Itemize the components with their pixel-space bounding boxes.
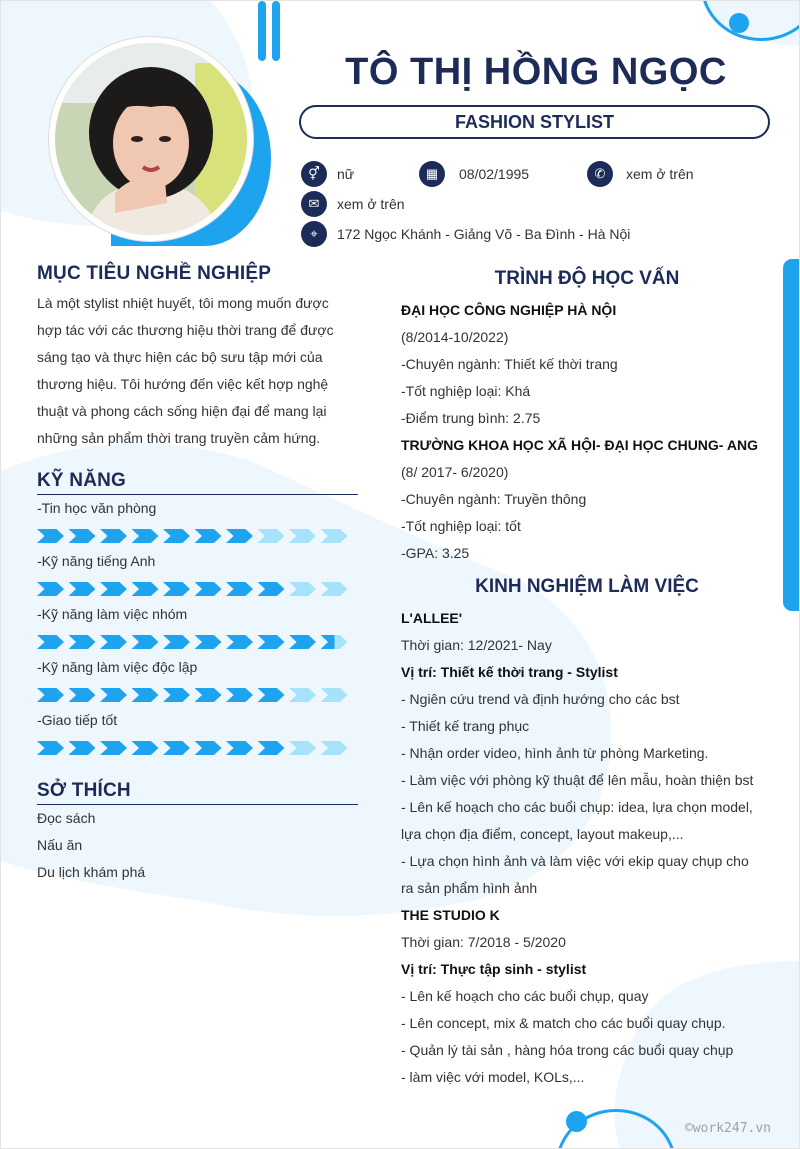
skill-chevron	[289, 582, 316, 596]
education-heading: TRÌNH ĐỘ HỌC VẤN	[494, 268, 680, 289]
hobby-item: Du lịch khám phá	[37, 864, 146, 880]
hobby-item: Nấu ăn	[37, 837, 83, 853]
experience-line: - Lên kế hoạch cho các buổi chụp, quay	[401, 988, 649, 1004]
skill-chevron	[163, 688, 190, 702]
objective-line: thuật và phong cách sống hiện đại để mang lại	[37, 403, 327, 419]
skills-divider	[37, 494, 358, 495]
objective-text	[37, 290, 359, 452]
experience-heading: KINH NGHIỆM LÀM VIỆC	[475, 576, 699, 597]
education-line: -Chuyên ngành: Truyền thông	[401, 491, 587, 507]
skill-chevron	[132, 582, 159, 596]
decor-dot-top	[729, 13, 749, 33]
skill-chevron	[258, 582, 285, 596]
skill-chevron	[321, 741, 348, 755]
hobbies-divider	[37, 804, 358, 805]
skill-chevron	[100, 529, 127, 543]
skills-heading: KỸ NĂNG	[37, 470, 127, 491]
skill-chevron	[321, 688, 348, 702]
skill-chevron	[258, 529, 285, 543]
skill-chevron	[321, 529, 348, 543]
education-line: TRƯỜNG KHOA HỌC XÃ HỘI- ĐẠI HỌC CHUNG- ANG	[401, 437, 758, 453]
experience-line: - Thiết kế trang phục	[401, 718, 530, 734]
hobbies-heading: SỞ THÍCH	[37, 780, 131, 801]
decor-bar-1	[258, 1, 266, 61]
address-value: 172 Ngọc Khánh - Giảng Võ - Ba Đình - Hà Nội	[337, 226, 631, 242]
education-line: (8/2014-10/2022)	[401, 329, 509, 345]
skill-label: -Kỹ năng tiếng Anh	[37, 553, 156, 569]
experience-line: - Lựa chọn hình ảnh và làm việc với ekip quay chụp cho	[401, 853, 749, 869]
skill-chevron	[37, 529, 64, 543]
experience-line: - Lên kế hoạch cho các buổi chụp: idea, lựa chọn model,	[401, 799, 753, 815]
info-gender	[301, 161, 354, 187]
experience-line: ra sản phẩm hình ảnh	[401, 880, 538, 896]
skill-chevron	[163, 529, 190, 543]
skill-bar	[37, 635, 352, 651]
experience-line: - Làm việc với phòng kỹ thuật để lên mẫu, hoàn thiện bst	[401, 772, 754, 788]
experience-line: L'ALLEE'	[401, 610, 463, 626]
phone-icon: ✆	[587, 161, 613, 187]
location-pin-icon: ⌖	[301, 221, 327, 247]
gender-icon: ⚥	[301, 161, 327, 187]
objective-line: thương hiệu. Tôi hướng đến việc kết hợp nghệ	[37, 376, 329, 392]
skill-chevron	[226, 635, 253, 649]
skill-chevron	[289, 635, 316, 649]
skill-bar	[37, 688, 352, 704]
avatar	[49, 37, 253, 241]
experience-line: Thời gian: 12/2021- Nay	[401, 637, 552, 653]
skill-chevron	[37, 582, 64, 596]
email-value: xem ở trên	[337, 196, 405, 212]
education-line: -Tốt nghiệp loại: Khá	[401, 383, 531, 399]
skill-chevron	[69, 741, 96, 755]
mail-icon: ✉	[301, 191, 327, 217]
skill-chevron	[195, 529, 222, 543]
education-line: -Chuyên ngành: Thiết kế thời trang	[401, 356, 618, 372]
skill-label: -Kỹ năng làm việc độc lập	[37, 659, 198, 675]
skill-chevron	[321, 582, 348, 596]
skill-chevron	[195, 635, 222, 649]
skill-chevron	[69, 688, 96, 702]
skill-chevron	[37, 688, 64, 702]
avatar-wrap	[49, 37, 257, 245]
experience-line: Vị trí: Thiết kế thời trang - Stylist	[401, 664, 618, 680]
education-line: ĐẠI HỌC CÔNG NGHIỆP HÀ NỘI	[401, 302, 617, 318]
skill-chevron	[289, 741, 316, 755]
experience-line: - Ngiên cứu trend và định hướng cho các bst	[401, 691, 680, 707]
skill-chevron	[289, 529, 316, 543]
skill-label: -Kỹ năng làm việc nhóm	[37, 606, 188, 622]
skill-bar	[37, 741, 352, 757]
skill-label: -Tin học văn phòng	[37, 500, 157, 516]
skill-chevron	[163, 635, 190, 649]
skill-chevron	[289, 688, 316, 702]
experience-line: - Lên concept, mix & match cho các buổi quay chụp.	[401, 1015, 726, 1031]
objective-line: sáng tạo và thực hiện các bộ sưu tập mới của	[37, 349, 323, 365]
education-line: -Tốt nghiệp loại: tốt	[401, 518, 521, 534]
gender-value: nữ	[337, 166, 355, 182]
skill-chevron	[226, 582, 253, 596]
skill-chevron	[132, 529, 159, 543]
decor-side-bar	[783, 259, 800, 611]
skill-chevron	[132, 741, 159, 755]
skill-bar	[37, 529, 352, 545]
skill-label: -Giao tiếp tốt	[37, 712, 118, 728]
info-address	[301, 221, 630, 247]
education-line: (8/ 2017- 6/2020)	[401, 464, 509, 480]
skill-chevron	[100, 688, 127, 702]
skill-chevron	[100, 582, 127, 596]
experience-line: Vị trí: Thực tập sinh - stylist	[401, 961, 587, 977]
skill-chevron	[226, 741, 253, 755]
experience-line: THE STUDIO K	[401, 907, 500, 923]
avatar-photo	[55, 43, 247, 235]
skill-chevron	[195, 688, 222, 702]
info-birthday	[419, 161, 529, 187]
phone-value: xem ở trên	[626, 166, 694, 182]
skill-chevron	[258, 688, 285, 702]
decor-dot-bottom	[566, 1111, 587, 1132]
skill-bar	[37, 582, 352, 598]
experience-line: - Quản lý tài sản , hàng hóa trong các buổi quay chụp	[401, 1042, 734, 1058]
objective-line: hợp tác với các thương hiệu thời trang để được	[37, 322, 334, 338]
objective-line: những sản phẩm thời trang truyền cảm hứng.	[37, 430, 321, 446]
info-email	[301, 191, 405, 217]
watermark: ©work247.vn	[684, 1121, 771, 1136]
birthday-value: 08/02/1995	[459, 166, 530, 182]
experience-line: - Nhận order video, hình ảnh từ phòng Marketing.	[401, 745, 709, 761]
skill-chevron	[195, 741, 222, 755]
skill-chevron	[100, 635, 127, 649]
experience-line: lựa chọn địa điểm, concept, layout makeup,...	[401, 826, 684, 842]
skill-chevron	[226, 529, 253, 543]
skill-chevron	[69, 529, 96, 543]
job-title: FASHION STYLIST	[299, 105, 770, 139]
calendar-icon: ▦	[419, 161, 445, 187]
decor-bar-2	[272, 1, 280, 61]
skill-chevron	[258, 741, 285, 755]
objective-heading: MỤC TIÊU NGHỀ NGHIỆP	[37, 263, 272, 284]
education-line: -Điểm trung bình: 2.75	[401, 410, 541, 426]
skill-chevron	[195, 582, 222, 596]
experience-line: Thời gian: 7/2018 - 5/2020	[401, 934, 566, 950]
info-phone	[587, 161, 694, 187]
skill-chevron	[321, 635, 348, 649]
skill-chevron	[226, 688, 253, 702]
skill-chevron	[163, 741, 190, 755]
skill-chevron	[258, 635, 285, 649]
candidate-name: TÔ THỊ HỒNG NGỌC	[345, 51, 727, 93]
experience-line: - làm việc với model, KOLs,...	[401, 1069, 585, 1085]
objective-line: Là một stylist nhiệt huyết, tôi mong muốn được	[37, 295, 329, 311]
skill-chevron	[37, 741, 64, 755]
skill-chevron	[132, 688, 159, 702]
skill-chevron	[100, 741, 127, 755]
skill-chevron	[163, 582, 190, 596]
hobby-item: Đọc sách	[37, 810, 96, 826]
skill-chevron	[37, 635, 64, 649]
skill-chevron	[69, 582, 96, 596]
skill-chevron	[132, 635, 159, 649]
education-line: -GPA: 3.25	[401, 545, 470, 561]
skill-chevron	[69, 635, 96, 649]
